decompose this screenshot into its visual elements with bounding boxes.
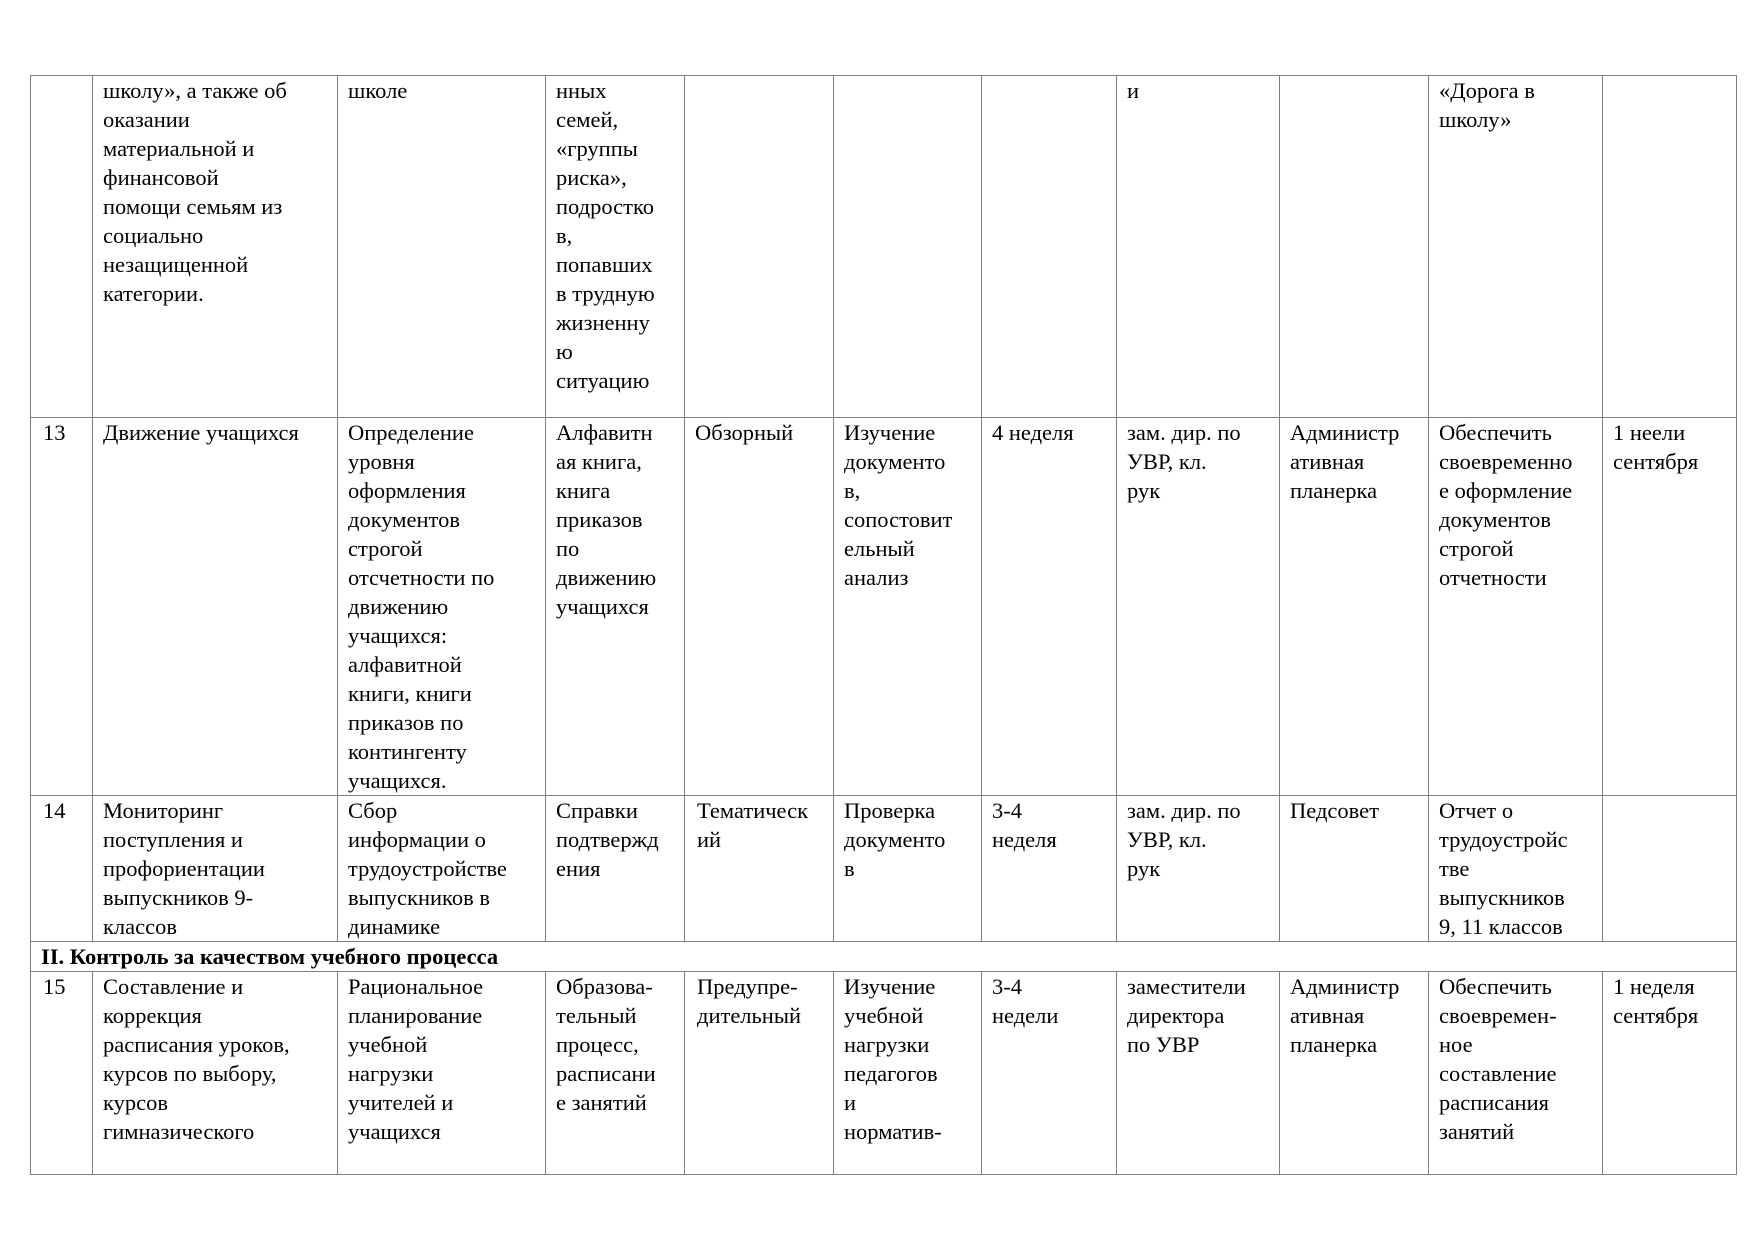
cell-object: нных семей, «группы риска», подростко в, попавших в трудную жизненну ю ситуацию xyxy=(546,76,685,418)
cell-object: Алфавитн ая книга, книга приказов по движению учащихся xyxy=(546,418,685,796)
cell-timing: 3-4 неделя xyxy=(982,796,1117,942)
cell-timing: 3-4 недели xyxy=(982,972,1117,1175)
cell-subject: школу», а также об оказании материальной и финансовой помощи семьям из социально незащищенной категории. xyxy=(93,76,338,418)
cell-deadline: 1 неели сентября xyxy=(1603,418,1737,796)
cell-summary-place: Администр ативная планерка xyxy=(1280,972,1429,1175)
cell-goal: Рациональное планирование учебной нагрузки учителей и учащихся xyxy=(338,972,546,1175)
row-number: 14 xyxy=(31,796,93,942)
cell-method: Изучение документо в, сопостовит ельный анализ xyxy=(834,418,982,796)
cell-responsible: зам. дир. по УВР, кл. рук xyxy=(1117,418,1280,796)
cell-subject: Составление и коррекция расписания уроков, курсов по выбору, курсов гимназического xyxy=(93,972,338,1175)
table-row xyxy=(31,796,1737,942)
cell-summary-place: Администр ативная планерка xyxy=(1280,418,1429,796)
section-title: II. Контроль за качеством учебного процесса xyxy=(31,942,1737,972)
cell-summary-place xyxy=(1280,76,1429,418)
cell-responsible: зам. дир. по УВР, кл. рук xyxy=(1117,796,1280,942)
row-number: 15 xyxy=(31,972,93,1175)
row-number: 13 xyxy=(31,418,93,796)
table-row xyxy=(31,76,1737,418)
cell-decision: Обеспечить своевремен- ное составление расписания занятий xyxy=(1429,972,1603,1175)
cell-control-type: Обзорный xyxy=(685,418,834,796)
cell-goal: Сбор информации о трудоустройстве выпускников в динамике xyxy=(338,796,546,942)
cell-control-type: Предупре- дительный xyxy=(685,972,834,1175)
table-row xyxy=(31,418,1737,796)
cell-deadline xyxy=(1603,76,1737,418)
cell-object: Образова- тельный процесс, расписани е занятий xyxy=(546,972,685,1175)
cell-summary-place: Педсовет xyxy=(1280,796,1429,942)
cell-decision: «Дорога в школу» xyxy=(1429,76,1603,418)
cell-decision: Обеспечить своевременно е оформление документов строгой отчетности xyxy=(1429,418,1603,796)
cell-control-type: Тематическ ий xyxy=(685,796,834,942)
cell-deadline xyxy=(1603,796,1737,942)
cell-method: Проверка документо в xyxy=(834,796,982,942)
cell-object: Справки подтвержд ения xyxy=(546,796,685,942)
table-row xyxy=(31,972,1737,1175)
cell-deadline: 1 неделя сентября xyxy=(1603,972,1737,1175)
section-row xyxy=(31,942,1737,972)
cell-responsible: и xyxy=(1117,76,1280,418)
row-number xyxy=(31,76,93,418)
cell-responsible: заместители директора по УВР xyxy=(1117,972,1280,1175)
cell-timing xyxy=(982,76,1117,418)
cell-decision: Отчет о трудоустройс тве выпускников 9, 11 классов xyxy=(1429,796,1603,942)
cell-goal: Определение уровня оформления документов строгой отсчетности по движению учащихся: алфавитной книги, книги приказов по контингенту учащихся. xyxy=(338,418,546,796)
cell-goal: школе xyxy=(338,76,546,418)
cell-control-type xyxy=(685,76,834,418)
cell-method xyxy=(834,76,982,418)
cell-subject: Движение учащихся xyxy=(93,418,338,796)
control-plan-table xyxy=(30,75,1737,1175)
cell-timing: 4 неделя xyxy=(982,418,1117,796)
cell-subject: Мониторинг поступления и профориентации выпускников 9- классов xyxy=(93,796,338,942)
cell-method: Изучение учебной нагрузки педагогов и норматив- xyxy=(834,972,982,1175)
